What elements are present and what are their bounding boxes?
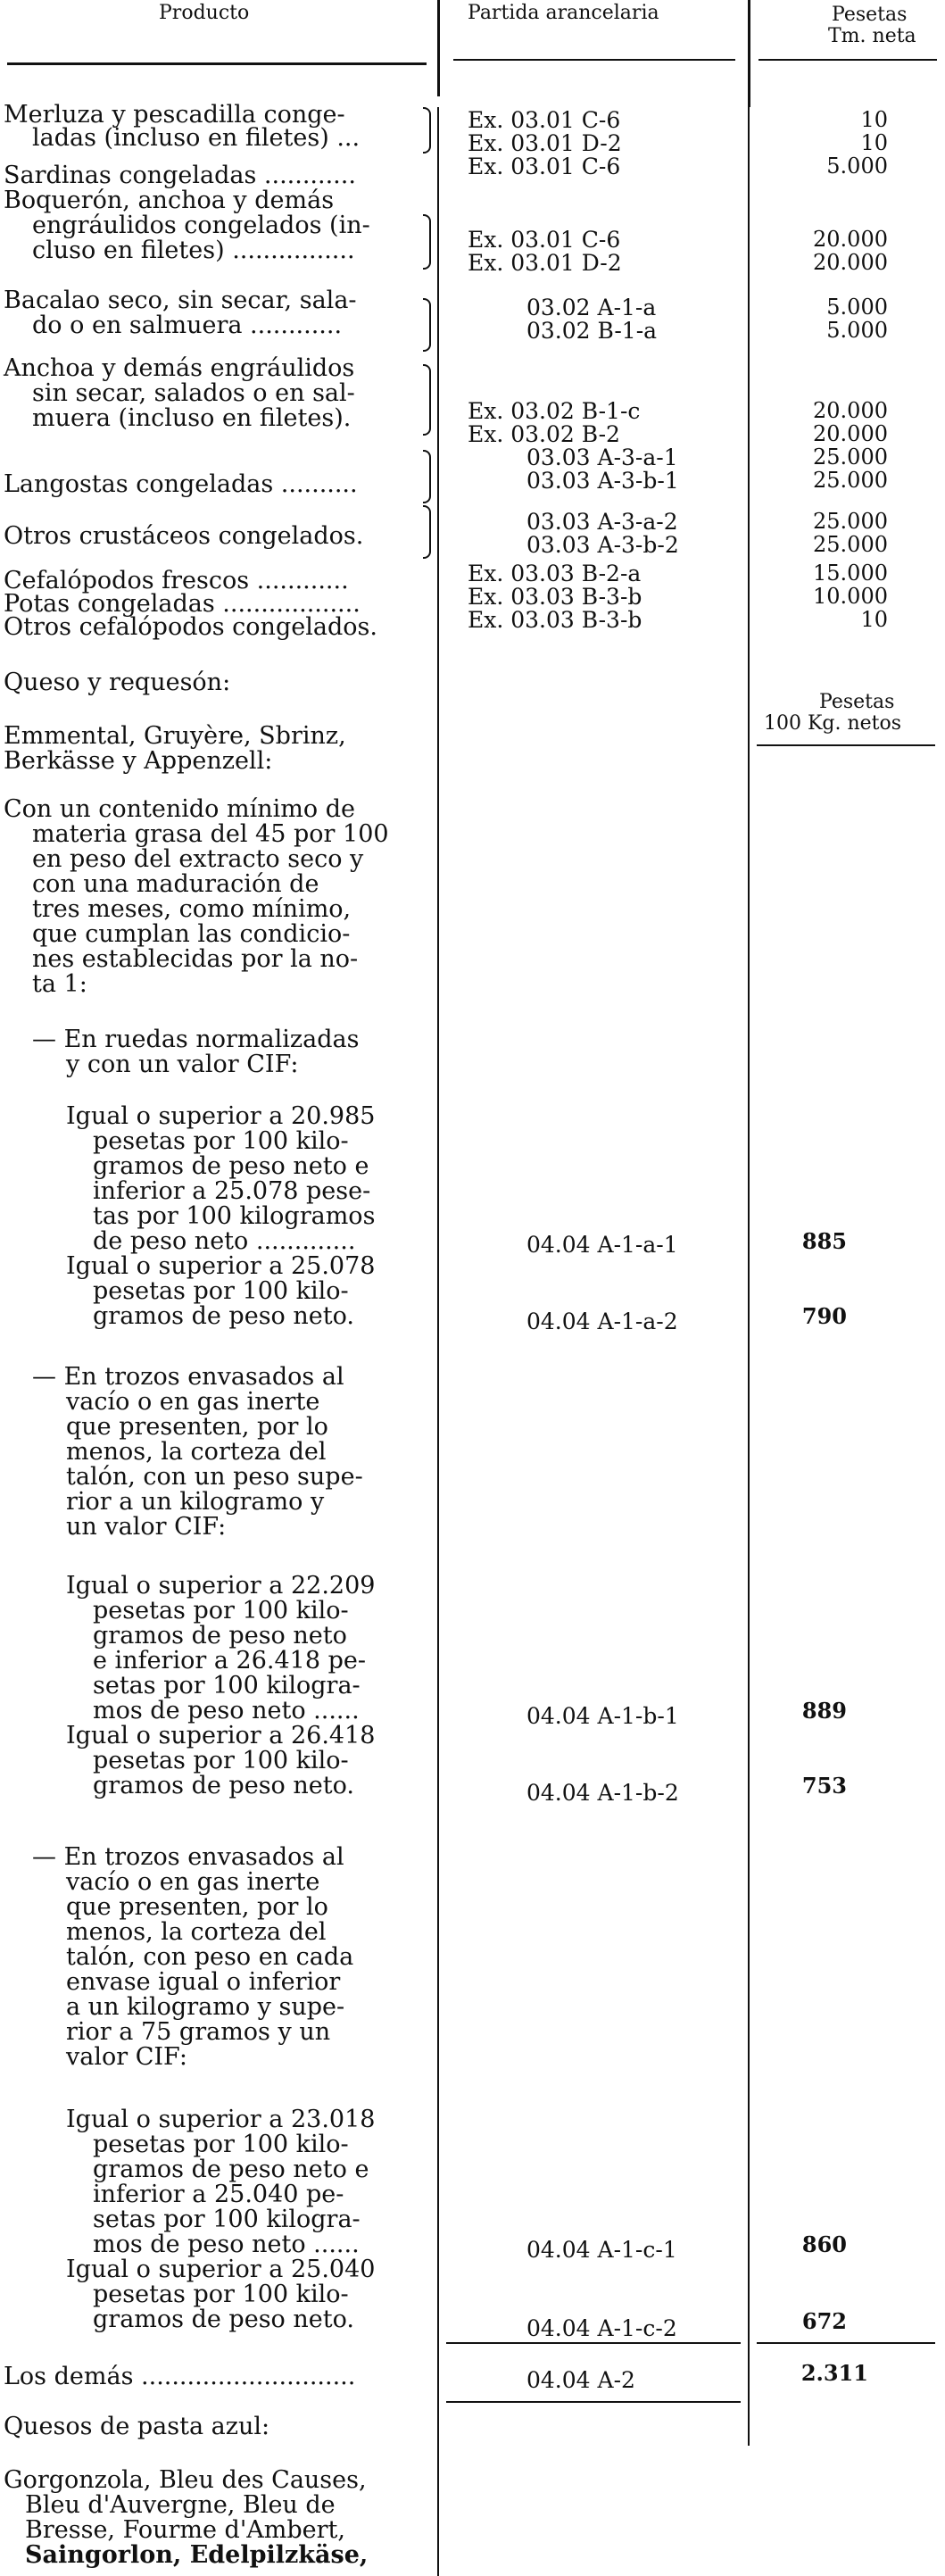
section-rule: [446, 2342, 741, 2344]
tariff-code: 04.04 A-1-a-2: [526, 1309, 678, 1334]
brace: [423, 107, 431, 154]
product-text: un valor CIF:: [66, 1513, 227, 1541]
product-text: e inferior a 26.418 pe-: [93, 1647, 366, 1674]
product-text: setas por 100 kilogra-: [93, 1672, 361, 1699]
price-value: 25.000: [813, 445, 888, 469]
price-value: 10.000: [813, 584, 888, 609]
tariff-code: 03.03 A-3-b-1: [526, 468, 679, 494]
product-text: sin secar, salados o en sal-: [32, 379, 355, 407]
section-title: Quesos de pasta azul:: [4, 2413, 270, 2440]
product-text: gramos de peso neto: [93, 1622, 347, 1649]
price-value: 10: [860, 107, 888, 132]
product-text: setas por 100 kilogra-: [93, 2206, 361, 2233]
price-value: 15.000: [813, 561, 888, 586]
product-text: — En trozos envasados al: [32, 1843, 344, 1871]
price-value: 25.000: [813, 468, 888, 493]
product-text: talón, con peso en cada: [66, 1943, 354, 1971]
header-rule: [758, 59, 937, 61]
product-text: cluso en filetes) ................: [32, 237, 355, 264]
product-text: que presenten, por lo: [66, 1413, 328, 1441]
price-value: 10: [860, 130, 888, 155]
tariff-code: 04.04 A-1-c-1: [526, 2237, 677, 2263]
product-text: gramos de peso neto e: [93, 2156, 369, 2183]
product-text: Bacalao seco, sin secar, sala-: [4, 287, 357, 314]
tariff-code: 04.04 A-1-c-2: [526, 2315, 677, 2341]
tariff-code: Ex. 03.03 B-2-a: [468, 561, 642, 586]
product-text: Merluza y pescadilla conge-: [4, 101, 345, 129]
product-text: mos de peso neto ......: [93, 1697, 360, 1724]
brace: [423, 505, 431, 559]
tariff-code: Ex. 03.03 B-3-b: [468, 607, 642, 633]
product-text: Emmental, Gruyère, Sbrinz,: [4, 722, 346, 750]
product-text: pesetas por 100 kilo-: [93, 2131, 349, 2158]
header-rule: [453, 59, 735, 61]
brace: [423, 364, 431, 436]
product-text: Berkässe y Appenzell:: [4, 747, 273, 775]
product-text: mos de peso neto ......: [93, 2231, 360, 2258]
tariff-code: 04.04 A-1-a-1: [526, 1232, 678, 1258]
product-text: — En trozos envasados al: [32, 1363, 344, 1391]
product-text: a un kilogramo y supe-: [66, 1993, 345, 2021]
product-text: rior a 75 gramos y un: [66, 2018, 331, 2046]
product-text: ta 1:: [32, 970, 87, 998]
column-rule: [748, 0, 750, 107]
header-pesetas2-line1: Pesetas: [819, 691, 895, 713]
product-text: muera (incluso en filetes).: [32, 404, 352, 432]
tariff-code: 03.02 B-1-a: [526, 318, 658, 344]
product-text: materia grasa del 45 por 100: [32, 820, 389, 848]
price-value: 885: [801, 1228, 847, 1254]
tariff-code: Ex. 03.01 D-2: [468, 250, 622, 276]
price-value: 672: [801, 2308, 847, 2334]
product-text: Los demás ............................: [4, 2363, 356, 2390]
product-text: gramos de peso neto.: [93, 1302, 354, 1330]
column-rule: [437, 107, 439, 2576]
product-text: con una maduración de: [32, 870, 319, 898]
tariff-code: Ex. 03.01 C-6: [468, 107, 621, 133]
product-text: nes establecidas por la no-: [32, 945, 359, 973]
tariff-code: Ex. 03.02 B-1-c: [468, 398, 641, 424]
price-value: 20.000: [813, 250, 888, 275]
product-text: Igual o superior a 25.078: [66, 1252, 376, 1280]
product-text: que cumplan las condicio-: [32, 920, 351, 948]
product-text: menos, la corteza del: [66, 1918, 327, 1946]
product-text: engráulidos congelados (in-: [32, 212, 370, 239]
product-text: Gorgonzola, Bleu des Causes,: [4, 2466, 367, 2494]
tariff-code: 04.04 A-1-b-1: [526, 1703, 679, 1729]
tariff-code: 03.03 A-3-b-2: [526, 532, 679, 558]
tariff-code: 03.03 A-3-a-1: [526, 445, 678, 470]
header-pesetas-line1: Pesetas: [832, 4, 908, 26]
section-rule: [446, 2401, 741, 2403]
price-value: 20.000: [813, 421, 888, 446]
product-text: Otros crustáceos congelados.: [4, 522, 364, 550]
price-value: 5.000: [826, 318, 888, 343]
price-value: 790: [801, 1303, 847, 1329]
header-pesetas2-line2: 100 Kg. netos: [764, 712, 902, 735]
header-pesetas-line2: Tm. neta: [828, 25, 916, 47]
price-value: 2.311: [800, 2360, 868, 2386]
product-text: envase igual o inferior: [66, 1968, 341, 1996]
product-text: vacío o en gas inerte: [66, 1868, 320, 1896]
tariff-code: Ex. 03.01 C-6: [468, 227, 621, 253]
product-text: — En ruedas normalizadas: [32, 1026, 360, 1053]
header-partida: Partida arancelaria: [468, 2, 659, 24]
price-value: 20.000: [813, 227, 888, 252]
product-text: ladas (incluso en filetes) ...: [32, 124, 361, 152]
tariff-code: Ex. 03.01 D-2: [468, 130, 622, 156]
product-text: gramos de peso neto.: [93, 1772, 354, 1799]
product-text: y con un valor CIF:: [66, 1051, 299, 1078]
product-text: en peso del extracto seco y: [32, 845, 364, 873]
tariff-code: 04.04 A-2: [526, 2367, 635, 2393]
product-text: Bleu d'Auvergne, Bleu de: [25, 2491, 336, 2519]
brace: [423, 214, 431, 270]
product-text: Igual o superior a 23.018: [66, 2106, 376, 2133]
product-text: Igual o superior a 26.418: [66, 1722, 376, 1749]
product-text: pesetas por 100 kilo-: [93, 1277, 349, 1305]
tariff-code: 03.02 A-1-a: [526, 295, 657, 320]
product-text: Igual o superior a 22.209: [66, 1572, 376, 1600]
tariff-code: 04.04 A-1-b-2: [526, 1780, 679, 1806]
product-text: talón, con un peso supe-: [66, 1463, 363, 1491]
section-title: Queso y requesón:: [4, 669, 231, 696]
product-text: pesetas por 100 kilo-: [93, 1127, 349, 1155]
product-text: de peso neto .............: [93, 1227, 356, 1255]
product-text: rior a un kilogramo y: [66, 1488, 325, 1516]
product-text: menos, la corteza del: [66, 1438, 327, 1466]
brace: [423, 450, 431, 503]
product-text: do o en salmuera ............: [32, 312, 343, 339]
product-text: Bresse, Fourme d'Ambert,: [25, 2516, 345, 2544]
product-text: pesetas por 100 kilo-: [93, 1747, 349, 1774]
tariff-code: Ex. 03.01 C-6: [468, 154, 621, 179]
price-value: 25.000: [813, 532, 888, 557]
product-text: vacío o en gas inerte: [66, 1388, 320, 1416]
price-value: 753: [801, 1773, 847, 1799]
product-text: inferior a 25.040 pe-: [93, 2181, 344, 2208]
header-rule: [7, 62, 427, 65]
tariff-code: Ex. 03.03 B-3-b: [468, 584, 642, 610]
product-text: Saingorlon, Edelpilzkäse,: [25, 2541, 369, 2569]
header-producto: Producto: [159, 2, 250, 24]
product-text: Igual o superior a 25.040: [66, 2256, 376, 2283]
product-text: Langostas congeladas ..........: [4, 470, 358, 498]
product-text: Anchoa y demás engráulidos: [4, 354, 355, 382]
column-rule: [748, 107, 750, 2446]
product-text: Boquerón, anchoa y demás: [4, 187, 335, 214]
product-text: que presenten, por lo: [66, 1893, 328, 1921]
tariff-code: Ex. 03.02 B-2: [468, 421, 620, 447]
product-text: Igual o superior a 20.985: [66, 1102, 376, 1130]
price-value: 5.000: [826, 295, 888, 320]
price-value: 5.000: [826, 154, 888, 179]
price-value: 20.000: [813, 398, 888, 423]
product-text: pesetas por 100 kilo-: [93, 2281, 349, 2308]
header-rule: [757, 744, 935, 746]
product-text: pesetas por 100 kilo-: [93, 1597, 349, 1625]
price-value: 10: [860, 607, 888, 632]
section-rule: [757, 2342, 935, 2344]
product-text: valor CIF:: [66, 2043, 187, 2071]
product-text: tres meses, como mínimo,: [32, 895, 352, 923]
product-text: Cefalópodos frescos ............: [4, 567, 349, 594]
product-text: gramos de peso neto e: [93, 1152, 369, 1180]
price-value: 889: [801, 1698, 847, 1724]
product-text: Sardinas congeladas ............: [4, 162, 356, 189]
brace: [423, 298, 431, 352]
price-value: 860: [801, 2231, 847, 2257]
product-text: tas por 100 kilogramos: [93, 1202, 376, 1230]
column-rule: [437, 0, 440, 96]
price-value: 25.000: [813, 509, 888, 534]
product-text: gramos de peso neto.: [93, 2306, 354, 2333]
product-text: Otros cefalópodos congelados.: [4, 613, 377, 641]
tariff-code: 03.03 A-3-a-2: [526, 509, 678, 535]
product-text: inferior a 25.078 pese-: [93, 1177, 371, 1205]
product-text: Con un contenido mínimo de: [4, 795, 355, 823]
product-text: Potas congeladas ..................: [4, 590, 361, 618]
